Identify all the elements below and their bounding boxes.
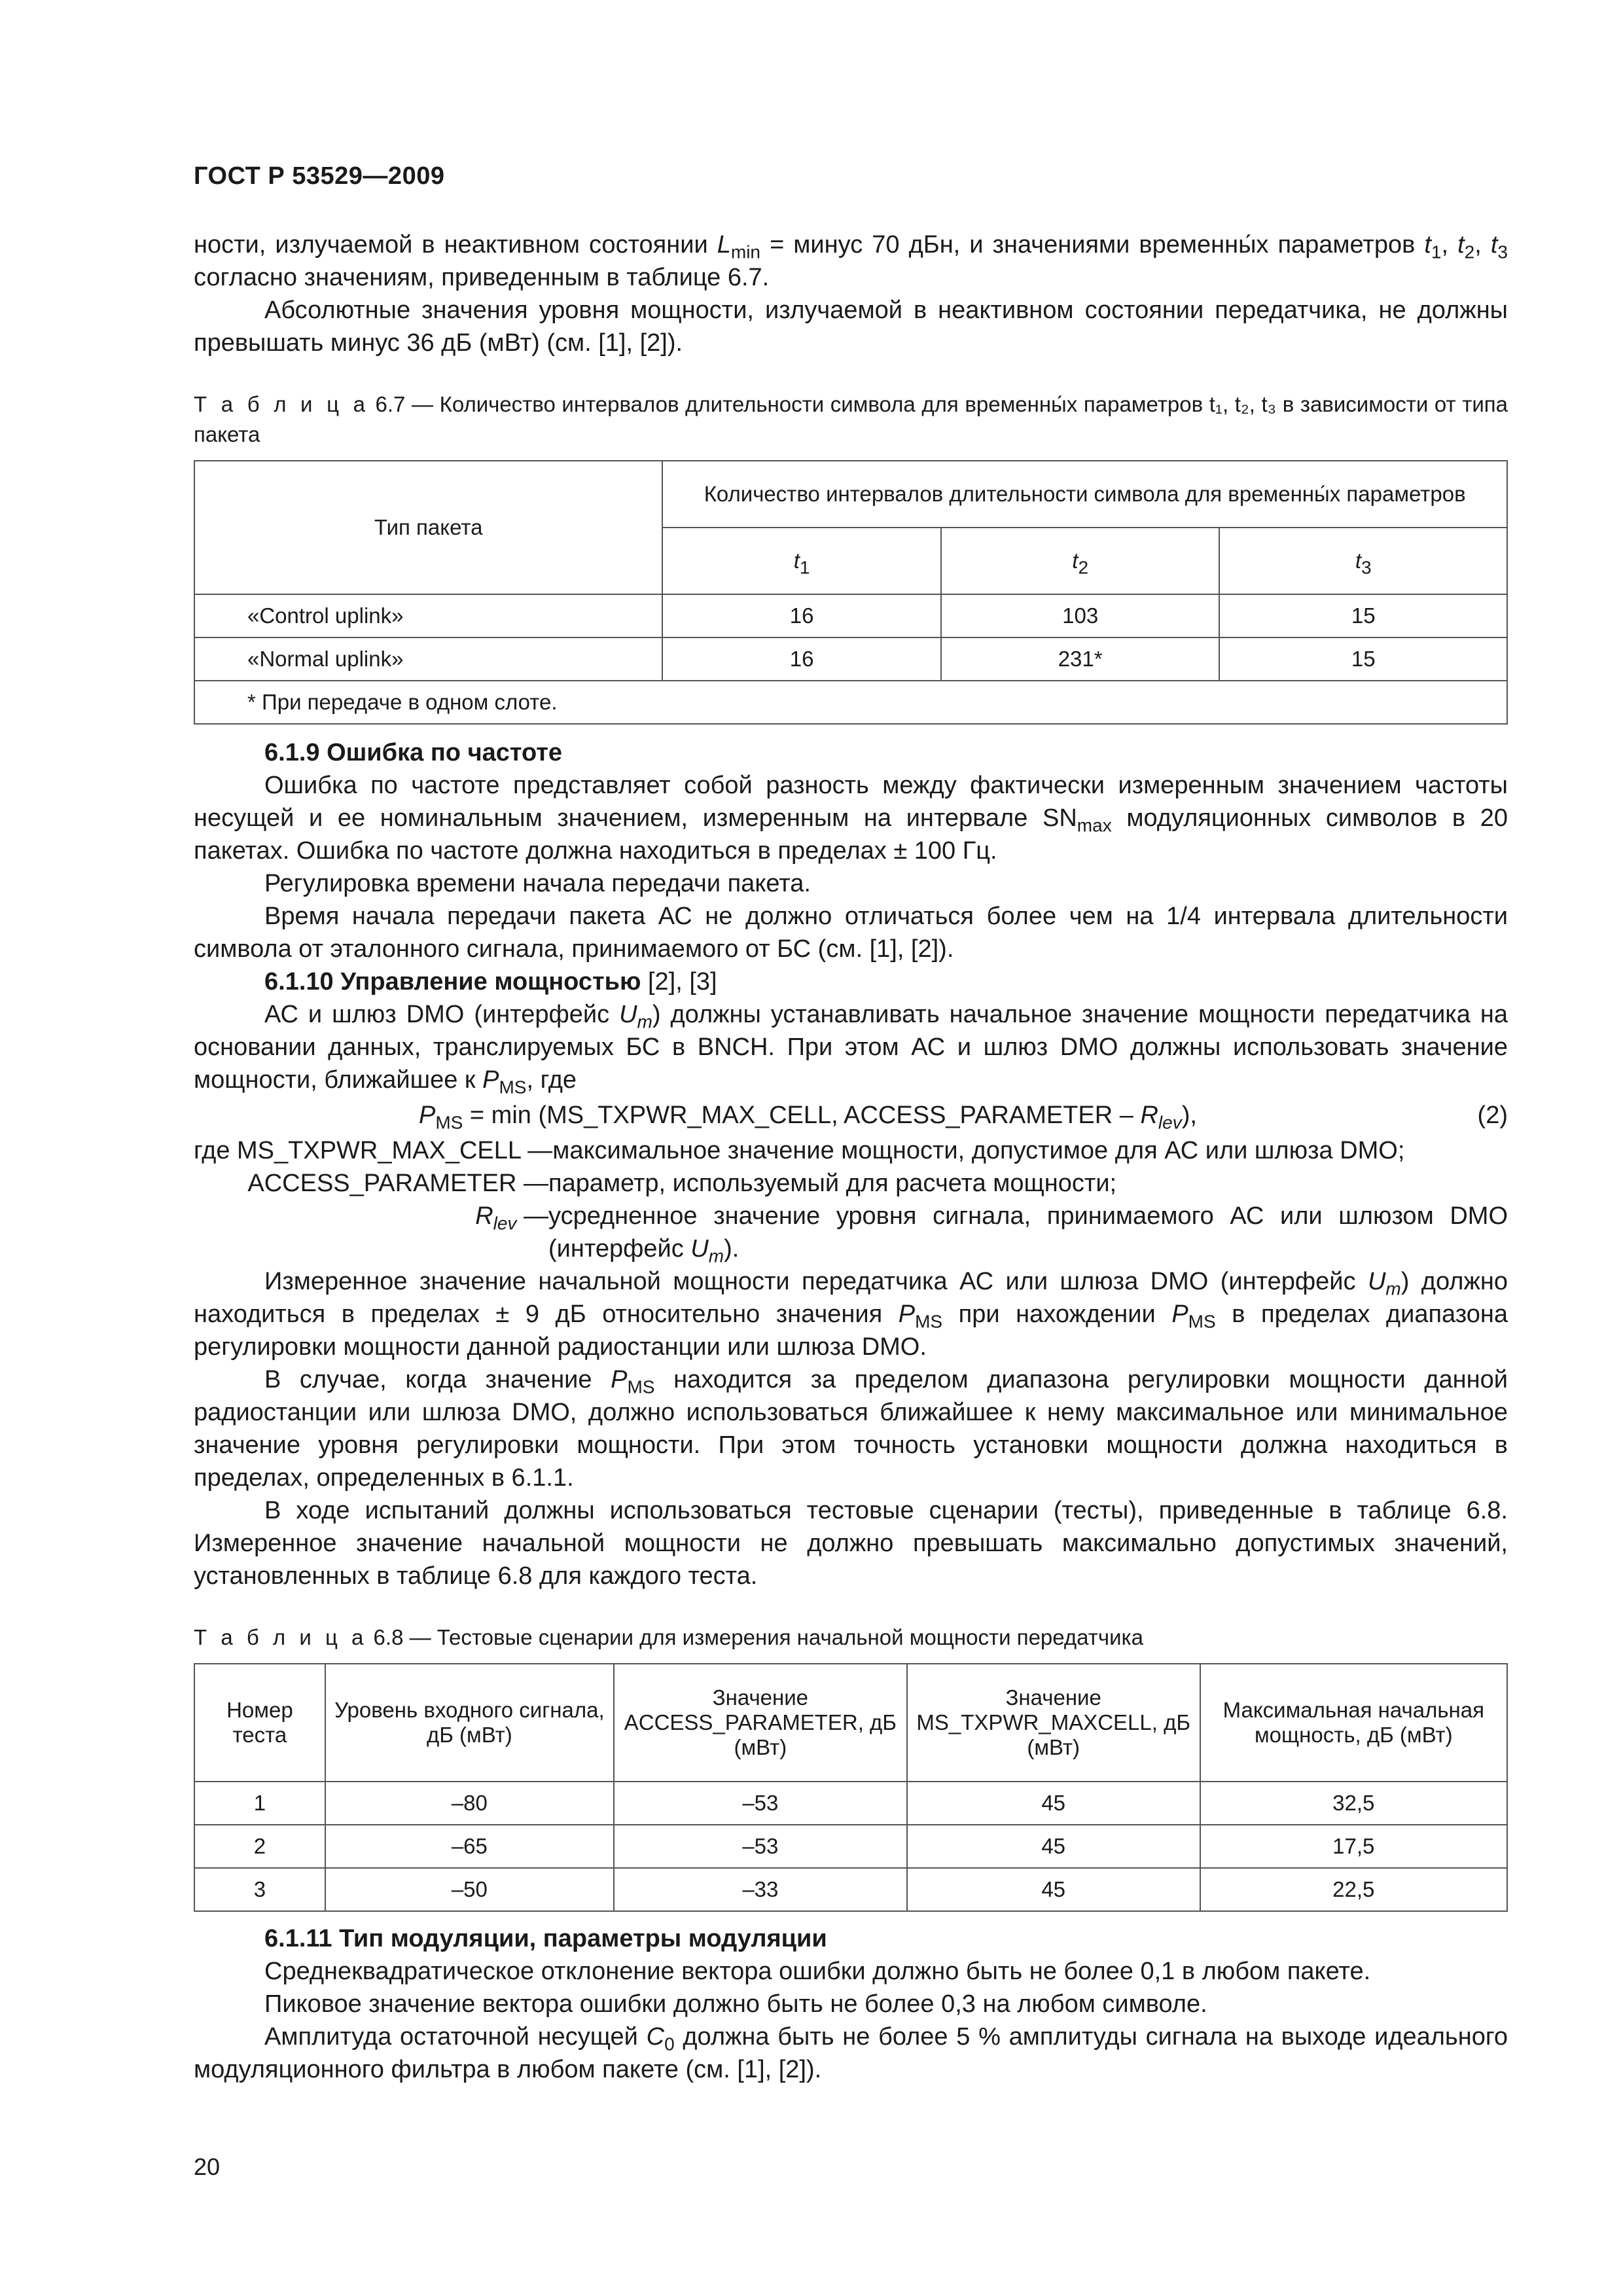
formula-2: $P_{MS} = \min$ (MS_TXPWR_MAX_CELL, ACCESS_PARAMETER – $R_{lev}$), (2) [194, 1096, 1508, 1134]
section-6-1-11-paragraph-3: Амплитуда остаточной несущей $C_0$ должна быть не более 5 % амплитуды сигнала на выходе идеального модуляционного фильтра в любом пакете (см. [1], [2]). [194, 2023, 1508, 2083]
section-6-1-11-paragraph-2: Пиковое значение вектора ошибки должно быть не более 0,3 на любом символе. [264, 1990, 1207, 2018]
definition-item: ACCESS_PARAMETER — параметр, используемый для расчета мощности; [247, 1170, 1117, 1197]
table-6-8 [194, 1663, 1508, 1912]
section-6-1-9-paragraph-1: Ошибка по частоте представляет собой разность между фактически измеренным значением частоты несущей и ее номинальным значением, измеренным на интервале $SN_{max}$ модуляционных символов в 20 пакетах. Ошибка по частоте должна находиться в пределах ± 100 Гц. [194, 772, 1508, 865]
formula-number: (2) [1477, 1102, 1508, 1129]
table-header-input-level: Уровень входного сигнала, дБ (мВт) [325, 1664, 614, 1782]
page-number: 20 [194, 2153, 221, 2180]
definition-item: где MS_TXPWR_MAX_CELL — максимальное значение мощности, допустимое для АС или шлюза DMO; [194, 1137, 1405, 1164]
table-header-packet-type: Тип пакета [194, 461, 662, 594]
intro-paragraph-1: ности, излучаемой в неактивном состоянии $L_{min}$ = минус 70 дБн, и значениями временны́х параметров $t_1$, $t_2$, $t_3$ согласно значениям, приведенным в таблице 6.7. [194, 231, 1508, 291]
table-6-7-caption: Т а б л и ц а 6.7 — Количество интервалов длительности символа для временны́х параметров t₁, t₂, t₃ в зависимости от типа пакета [194, 392, 1508, 446]
table-footnote: * При передаче в одном слоте. [194, 681, 1507, 724]
table-header-max-initial-power: Максимальная начальная мощность, дБ (мВт) [1200, 1664, 1507, 1782]
table-row: «Control uplink» 16 103 15 [194, 594, 1507, 637]
section-6-1-11-paragraph-1: Среднеквадратическое отклонение вектора ошибки должно быть не более 0,1 в любом пакете. [264, 1958, 1371, 1985]
section-6-1-10-paragraph-2: Измеренное значение начальной мощности передатчика АС или шлюза DMO (интерфейс $U_m$) должно находиться в пределах ± 9 дБ относительно значения $P_{MS}$ при нахождении $P_{MS}$ в пределах диапазона регулировки мощности данной радиостанции или шлюза DMO. [194, 1268, 1508, 1361]
section-6-1-10-paragraph-3: В случае, когда значение $P_{MS}$ находится за пределом диапазона регулировки мощности данной радиостанции или шлюза DMO, должно использоваться ближайшее к нему максимальное или минимальное значение уровня регулировки мощности. При этом точность установки мощности должна находиться в пределах, определенных в 6.1.1. [194, 1366, 1508, 1492]
section-6-1-9-paragraph-2: Регулировка времени начала передачи пакета. [264, 870, 811, 897]
table-row: 3 –50 –33 45 22,5 [194, 1868, 1507, 1911]
intro-paragraph-2: Абсолютные значения уровня мощности, излучаемой в неактивном состоянии передатчика, не должны превышать минус 36 дБ (мВт) (см. [1], [2]). [194, 296, 1508, 357]
document-header: ГОСТ Р 53529—2009 [194, 162, 445, 190]
table-row: 2 –65 –53 45 17,5 [194, 1825, 1507, 1868]
table-header-test-number: Номер теста [194, 1664, 325, 1782]
table-6-7 [194, 460, 1508, 725]
table-6-8-caption: Т а б л и ц а 6.8 — Тестовые сценарии для измерения начальной мощности передатчика [194, 1625, 1144, 1649]
table-header-t3: $t_3$ [1219, 528, 1507, 594]
table-header-symbol-intervals: Количество интервалов длительности символа для временны́х параметров [662, 461, 1507, 528]
table-header-ms-txpwr-maxcell: Значение MS_TXPWR_MAXCELL, дБ (мВт) [907, 1664, 1200, 1782]
formula-definitions [194, 1134, 1508, 1265]
definition-item: $R_{lev}$ — усредненное значение уровня сигнала, принимаемого АС или шлюзом DMO (интерфейс $U_m$). [475, 1202, 1508, 1266]
section-6-1-11-title: 6.1.11 Тип модуляции, параметры модуляции [264, 1925, 827, 1952]
section-6-1-9-paragraph-3: Время начала передачи пакета АС не должно отличаться более чем на 1/4 интервала длительности символа от эталонного сигнала, принимаемого от БС (см. [1], [2]). [194, 903, 1508, 963]
table-row: «Normal uplink» 16 231* 15 [194, 637, 1507, 681]
section-6-1-10-paragraph-4: В ходе испытаний должны использоваться тестовые сценарии (тесты), приведенные в таблице 6.8. Измеренное значение начальной мощности не должно превышать максимально допустимых значений, установленных в таблице 6.8 для каждого теста. [194, 1497, 1508, 1590]
section-6-1-9-title: 6.1.9 Ошибка по частоте [264, 739, 563, 766]
table-header-access-parameter: Значение ACCESS_PARAMETER, дБ (мВт) [614, 1664, 907, 1782]
section-6-1-10-paragraph-1: АС и шлюз DMO (интерфейс $U_m$) должны устанавливать начальное значение мощности передатчика на основании данных, транслируемых БС в BNCH. При этом АС и шлюз DMO должны использовать значение мощности, ближайшее к $P_{MS}$, где [194, 1001, 1508, 1098]
table-header-t1: $t_1$ [662, 528, 941, 594]
table-row: 1 –80 –53 45 32,5 [194, 1782, 1507, 1825]
section-6-1-10-title: 6.1.10 Управление мощностью [2], [3] [264, 968, 717, 996]
table-header-t2: $t_2$ [941, 528, 1220, 594]
document-page [194, 162, 1508, 2086]
